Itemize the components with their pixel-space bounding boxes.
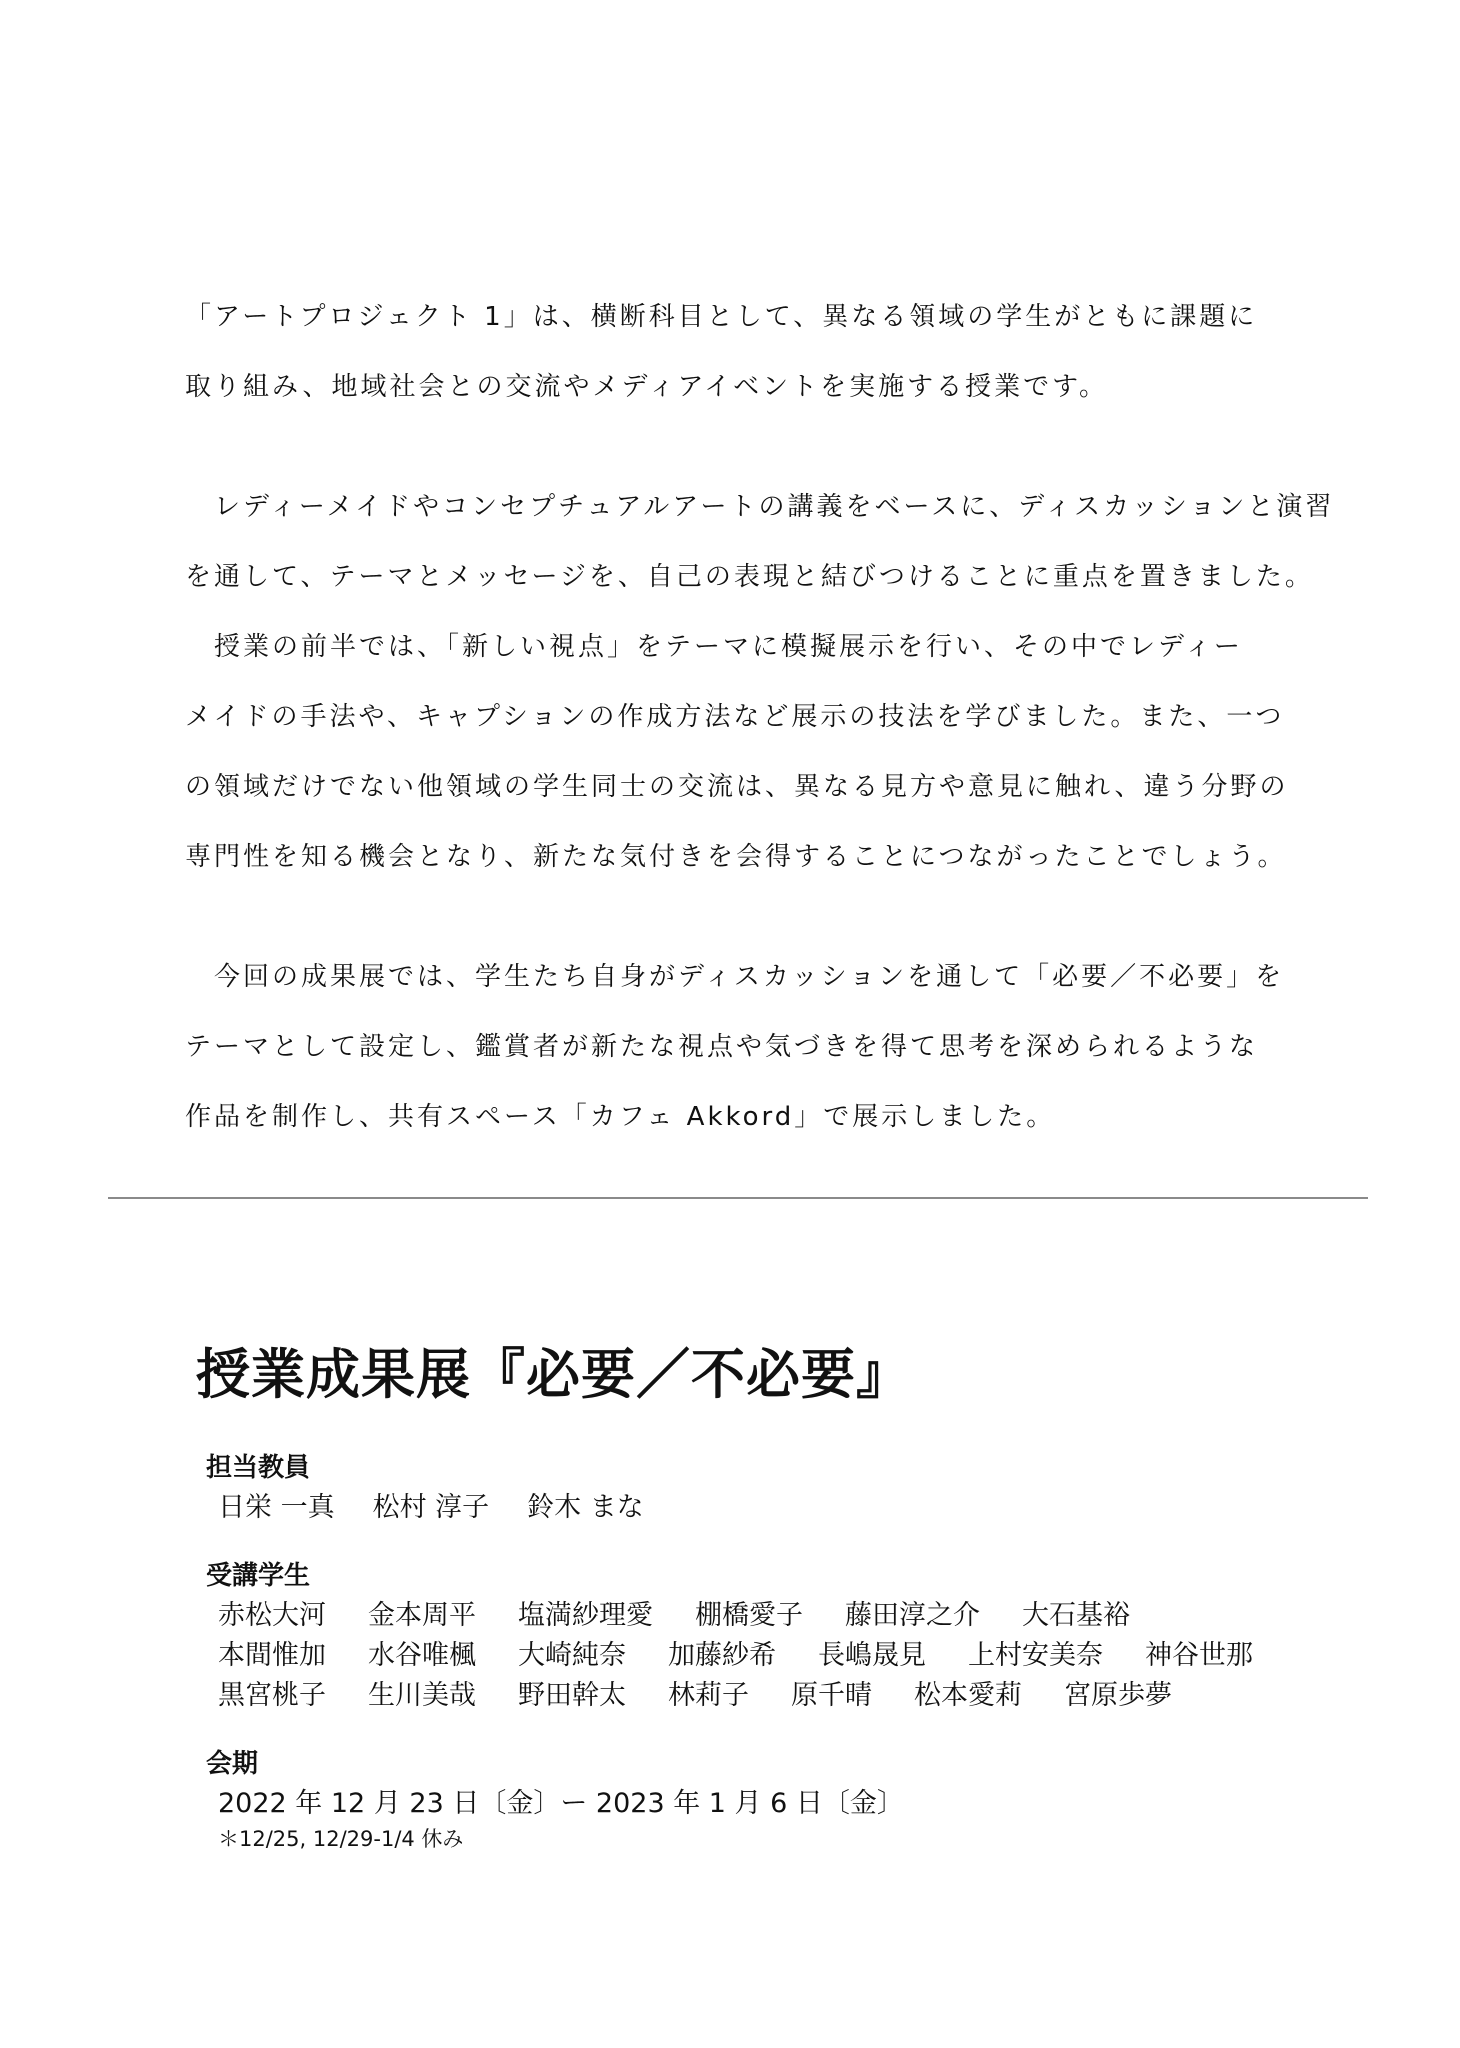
teacher-name: 松村 淳子 (372, 1492, 490, 1523)
teachers-heading: 担当教員 (206, 1453, 311, 1483)
student-name: 赤松大河 (218, 1600, 326, 1631)
student-name: 塩満紗理愛 (518, 1600, 653, 1631)
intro-line: レディーメイドやコンセプチュアルアートの講義をベースに、ディスカッションと演習 (185, 492, 1335, 522)
intro-line: 授業の前半では、「新しい視点」をテーマに模擬展示を行い、その中でレディー (185, 632, 1243, 662)
period-heading: 会期 (206, 1749, 259, 1779)
intro-line: を通して、テーマとメッセージを、自己の表現と結びつけることに重点を置きました。 (185, 562, 1314, 592)
intro-line: メイドの手法や、キャプションの作成方法など展示の技法を学びました。また、一つ (185, 702, 1285, 732)
student-name: 金本周平 (368, 1600, 476, 1631)
intro-line: 取り組み、地域社会との交流やメディアイベントを実施する授業です。 (185, 372, 1109, 402)
intro-line: テーマとして設定し、鑑賞者が新たな視点や気づきを得て思考を深められるような (185, 1032, 1259, 1062)
student-name: 宮原歩夢 (1064, 1680, 1172, 1711)
intro-line: 専門性を知る機会となり、新たな気付きを会得することにつながったことでしょう。 (185, 842, 1287, 872)
student-name: 加藤紗希 (668, 1640, 776, 1671)
students-row (218, 1676, 1295, 1716)
students-heading: 受講学生 (206, 1561, 311, 1591)
exhibition-title: 授業成果展『必要／不必要』 (196, 1343, 911, 1406)
student-name: 藤田淳之介 (845, 1600, 980, 1631)
teacher-name: 鈴木 まな (527, 1492, 644, 1523)
student-name: 長嶋晟見 (818, 1640, 926, 1671)
intro-line: の領域だけでない他領域の学生同士の交流は、異なる見方や意見に触れ、違う分野の (185, 772, 1289, 802)
student-name: 水谷唯楓 (368, 1640, 476, 1671)
student-name: 上村安美奈 (968, 1640, 1103, 1671)
intro-text (185, 282, 1335, 1152)
students-row (218, 1636, 1295, 1676)
exhibition-info (206, 1448, 1295, 1854)
intro-line: 今回の成果展では、学生たち自身がディスカッションを通して「必要／不必要」を (185, 962, 1285, 992)
student-name: 松本愛莉 (914, 1680, 1022, 1711)
teachers-list (218, 1488, 1295, 1528)
student-name: 大崎純奈 (518, 1640, 626, 1671)
student-name: 棚橋愛子 (695, 1600, 803, 1631)
period-note: ＊12/25, 12/29-1/4 休み (218, 1827, 464, 1851)
intro-line: 作品を制作し、共有スペース「カフェ Akkord」で展示しました。 (185, 1102, 1056, 1132)
student-name: 原千晴 (791, 1680, 872, 1711)
intro-line: 「アートプロジェクト 1」は、横断科目として、異なる領域の学生がともに課題に (185, 302, 1258, 332)
student-name: 黒宮桃子 (218, 1680, 326, 1711)
student-name: 林莉子 (668, 1680, 749, 1711)
student-name: 大石基裕 (1022, 1600, 1130, 1631)
period-dates: 2022 年 12 月 23 日〔金〕ー 2023 年 1 月 6 日〔金〕 (218, 1788, 904, 1819)
student-name: 野田幹太 (518, 1680, 626, 1711)
students-row (218, 1596, 1295, 1636)
section-divider (108, 1197, 1368, 1199)
student-name: 生川美哉 (368, 1680, 476, 1711)
student-name: 本間惟加 (218, 1640, 326, 1671)
student-name: 神谷世那 (1145, 1640, 1253, 1671)
teacher-name: 日栄 一真 (218, 1492, 335, 1523)
